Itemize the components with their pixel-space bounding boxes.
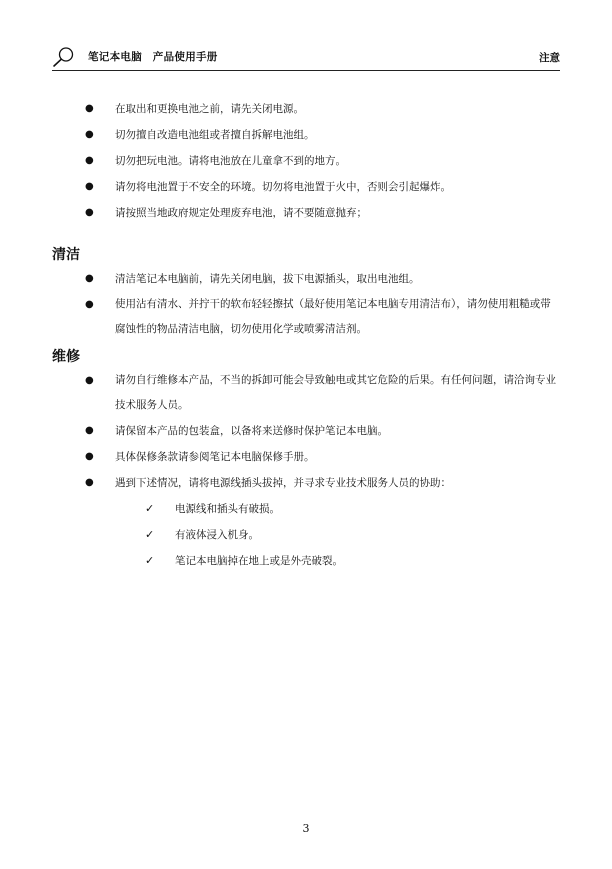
- checkmark-icon: ✓: [145, 554, 155, 567]
- magnifier-icon: [52, 46, 76, 68]
- checkmark-icon: ✓: [145, 528, 155, 541]
- page-header: [52, 44, 560, 71]
- list-item: [52, 200, 560, 226]
- list-item-text: 在取出和更换电池之前，请先关闭电源。: [115, 103, 304, 115]
- list-item: [52, 496, 560, 522]
- bullet-icon: ●: [85, 299, 94, 310]
- page-content: [52, 96, 560, 574]
- list-item: [52, 292, 560, 342]
- bullet-icon: ●: [85, 103, 94, 114]
- list-item: [52, 96, 560, 122]
- bullet-icon: ●: [85, 375, 94, 386]
- list-item: [52, 522, 560, 548]
- list-item: [52, 470, 560, 496]
- list-item: [52, 122, 560, 148]
- header-section: 注意: [539, 52, 560, 64]
- cleaning-heading: 清洁: [52, 247, 80, 263]
- list-item-text: 请勿将电池置于不安全的环境。切勿将电池置于火中，否则会引起爆炸。: [115, 181, 451, 193]
- list-item: [52, 174, 560, 200]
- list-item-text: 切勿擅自改造电池组或者擅自拆解电池组。: [115, 129, 315, 141]
- list-item-text: 请勿自行维修本产品，不当的拆卸可能会导致触电或其它危险的后果。有任何问题，请洽询专业技术服务人员。: [115, 374, 556, 411]
- repair-list: [52, 368, 560, 496]
- bullet-icon: ●: [85, 425, 94, 436]
- list-item-text: 使用沾有清水、并拧干的软布轻轻擦拭（最好使用笔记本电脑专用清洁布），请勿使用粗糙或带腐蚀性的物品清洁电脑，切勿使用化学或喷雾清洁剂。: [115, 298, 551, 335]
- list-item-text: 请保留本产品的包装盒，以备将来送修时保护笔记本电脑。: [115, 425, 388, 437]
- bullet-icon: ●: [85, 181, 94, 192]
- list-item-text: 笔记本电脑掉在地上或是外壳破裂。: [175, 555, 343, 567]
- bullet-icon: ●: [85, 207, 94, 218]
- list-item: [52, 266, 560, 292]
- repair-conditions-list: [52, 496, 560, 574]
- list-item: [52, 444, 560, 470]
- checkmark-icon: ✓: [145, 502, 155, 515]
- list-item-text: 具体保修条款请参阅笔记本电脑保修手册。: [115, 451, 315, 463]
- list-item-text: 电源线和插头有破损。: [175, 503, 280, 515]
- page-number: 3: [302, 822, 310, 835]
- bullet-icon: ●: [85, 155, 94, 166]
- list-item-text: 有液体浸入机身。: [175, 529, 259, 541]
- cleaning-list: [52, 266, 560, 342]
- repair-heading: 维修: [52, 349, 80, 365]
- list-item-text: 清洁笔记本电脑前，请先关闭电脑，拔下电源插头，取出电池组。: [115, 273, 420, 285]
- list-item: [52, 148, 560, 174]
- header-title: 笔记本电脑 产品使用手册: [88, 51, 218, 63]
- battery-list: [52, 96, 560, 226]
- list-item: [52, 368, 560, 418]
- list-item-text: 遇到下述情况，请将电源线插头拔掉，并寻求专业技术服务人员的协助：: [115, 477, 451, 489]
- list-item-text: 切勿把玩电池。请将电池放在儿童拿不到的地方。: [115, 155, 346, 167]
- bullet-icon: ●: [85, 273, 94, 284]
- bullet-icon: ●: [85, 129, 94, 140]
- list-item: [52, 548, 560, 574]
- list-item-text: 请按照当地政府规定处理废弃电池，请不要随意抛弃；: [115, 207, 367, 219]
- list-item: [52, 418, 560, 444]
- bullet-icon: ●: [85, 477, 94, 488]
- bullet-icon: ●: [85, 451, 94, 462]
